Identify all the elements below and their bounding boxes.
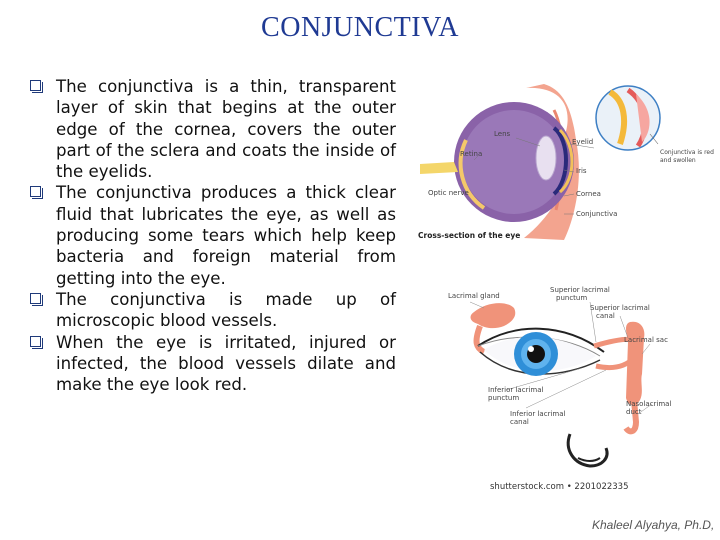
eye-cross-section-illustration — [414, 80, 720, 250]
checkbox-bullet-icon — [30, 80, 41, 91]
author-footer: Khaleel Alyahya, Ph.D, — [592, 518, 715, 532]
label-superior-punctum-2: punctum — [556, 294, 588, 302]
label-superior-canal-1: Superior lacrimal — [590, 304, 650, 312]
label-nasolacrimal-1: Nasolacrimal — [626, 400, 672, 408]
label-superior-canal-2: canal — [596, 312, 615, 320]
slide-title: CONJUNCTIVA — [261, 12, 459, 43]
lacrimal-sac-shape — [626, 322, 644, 405]
label-cornea: Cornea — [576, 190, 601, 198]
checkbox-bullet-icon — [30, 336, 41, 347]
inset-magnified-circle — [596, 86, 660, 150]
bullet-item — [28, 182, 396, 288]
bullet-item — [28, 76, 396, 182]
label-superior-punctum-1: Superior lacrimal — [550, 286, 610, 294]
label-inferior-punctum-2: punctum — [488, 394, 520, 402]
lens-shape — [536, 136, 556, 180]
label-inferior-canal-2: canal — [510, 418, 529, 426]
lacrimal-gland-shape — [471, 303, 516, 328]
label-retina: Retina — [460, 150, 483, 158]
label-nasolacrimal-2: duct — [626, 408, 642, 416]
optic-nerve-shape — [420, 162, 458, 174]
label-swollen-2: and swollen — [660, 157, 696, 164]
checkbox-bullet-icon — [30, 293, 41, 304]
label-swollen-1: Conjunctiva is red — [660, 149, 714, 156]
bullet-item — [28, 289, 396, 332]
checkbox-bullet-icon — [30, 186, 41, 197]
bullet-list — [28, 76, 396, 395]
bullet-item — [28, 332, 396, 396]
label-inferior-canal-1: Inferior lacrimal — [510, 410, 566, 418]
label-inferior-punctum-1: Inferior lacrimal — [488, 386, 544, 394]
label-conjunctiva: Conjunctiva — [576, 210, 618, 218]
bullet-text: The conjunctiva is a thin, transparent layer of skin that begins at the outer edge of the cornea, covers the outer part of the sclera and coats the inside of the eyelids. — [56, 77, 396, 182]
lacrimal-apparatus-illustration — [414, 282, 720, 492]
label-lacrimal-gland: Lacrimal gland — [448, 292, 500, 300]
label-iris: Iris — [576, 167, 587, 175]
label-lens: Lens — [494, 130, 511, 138]
image-watermark: shutterstock.com • 2201022335 — [490, 482, 629, 492]
label-eyelid: Eyelid — [572, 138, 594, 146]
bullet-text: The conjunctiva is made up of microscopic blood vessels. — [56, 289, 396, 331]
label-lacrimal-sac: Lacrimal sac — [624, 336, 668, 344]
label-optic-nerve: Optic nerve — [428, 189, 469, 197]
label-caption: Cross-section of the eye — [418, 231, 521, 240]
bullet-text: When the eye is irritated, injured or infected, the blood vessels dilate and make the eye look red. — [56, 332, 396, 395]
bullet-text: The conjunctiva produces a thick clear fluid that lubricates the eye, as well as producing some tears which help keep bacteria and foreign material from getting into the eye. — [56, 183, 396, 288]
